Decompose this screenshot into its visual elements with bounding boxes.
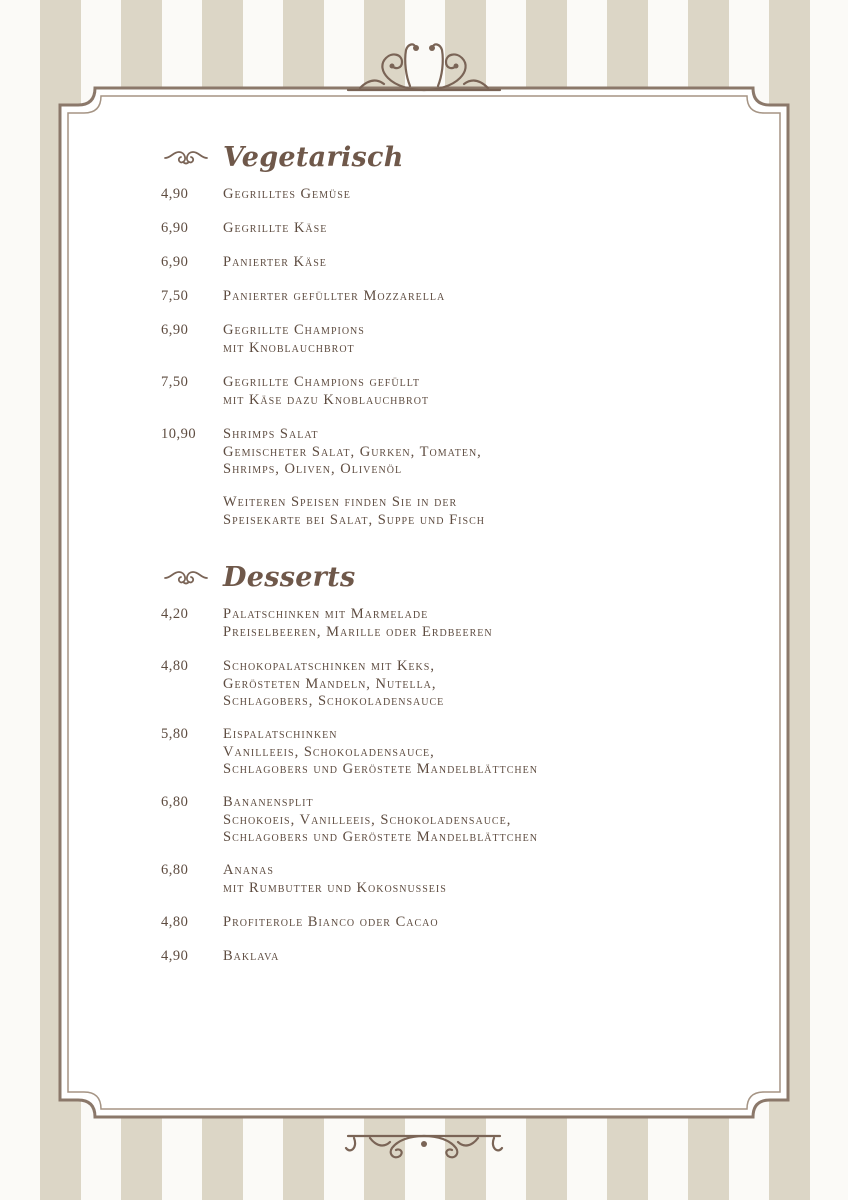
item-price: 6,80 bbox=[161, 794, 189, 810]
section-heading-vegetarisch bbox=[163, 140, 404, 174]
item-price: 5,80 bbox=[161, 726, 189, 742]
item-description bbox=[223, 914, 783, 932]
item-description bbox=[223, 862, 783, 897]
item-line: Panierter gefüllter Mozzarella bbox=[223, 288, 446, 304]
section-title: Vegetarisch bbox=[223, 141, 404, 173]
item-line: Shrimps Salat bbox=[223, 426, 319, 442]
item-line: Gerösteten Mandeln, Nutella, bbox=[223, 675, 437, 692]
section-heading-desserts bbox=[163, 560, 355, 594]
item-line: Vanilleeis, Schokoladensauce, bbox=[223, 743, 435, 760]
item-line: Gegrillte Champions gefüllt bbox=[223, 374, 420, 390]
swirl-ornament-icon bbox=[163, 148, 209, 166]
item-price: 4,90 bbox=[161, 186, 189, 202]
item-line: Schlagobers und Geröstete Mandelblättchen bbox=[223, 829, 538, 845]
section-title: Desserts bbox=[223, 561, 356, 593]
item-line: Gemischeter Salat, Gurken, Tomaten, bbox=[223, 443, 482, 460]
item-line: Speisekarte bei Salat, Suppe und Fisch bbox=[223, 511, 485, 528]
item-line: mit Käse dazu Knoblauchbrot bbox=[223, 391, 430, 408]
item-line: mit Knoblauchbrot bbox=[223, 339, 355, 356]
item-line: Ananas bbox=[223, 862, 274, 878]
item-line: Profiterole Bianco oder Cacao bbox=[223, 914, 439, 930]
swirl-ornament-icon bbox=[163, 568, 209, 586]
item-description bbox=[223, 726, 783, 779]
item-price: 10,90 bbox=[161, 426, 197, 442]
item-description bbox=[223, 322, 783, 357]
item-line: Panierter Käse bbox=[223, 254, 327, 270]
item-description bbox=[223, 606, 783, 641]
note-text bbox=[223, 494, 783, 529]
item-description bbox=[223, 426, 783, 479]
item-description bbox=[223, 658, 783, 711]
item-line: Schokopalatschinken mit Keks, bbox=[223, 658, 435, 674]
item-description bbox=[223, 186, 783, 204]
item-price: 6,90 bbox=[161, 220, 189, 236]
item-description bbox=[223, 794, 783, 847]
item-price: 6,90 bbox=[161, 322, 189, 338]
item-line: Schlagobers, Schokoladensauce bbox=[223, 693, 445, 709]
item-line: Shrimps, Oliven, Olivenöl bbox=[223, 461, 403, 477]
item-description bbox=[223, 220, 783, 238]
item-line: mit Rumbutter und Kokosnusseis bbox=[223, 879, 447, 896]
item-price: 4,20 bbox=[161, 606, 189, 622]
item-description bbox=[223, 288, 783, 306]
item-line: Schokoeis, Vanilleeis, Schokoladensauce, bbox=[223, 811, 512, 828]
item-price: 7,50 bbox=[161, 374, 189, 390]
item-line: Weiteren Speisen finden Sie in der bbox=[223, 494, 458, 510]
item-description bbox=[223, 948, 783, 966]
item-line: Gegrillte Champions bbox=[223, 322, 365, 338]
item-price: 7,50 bbox=[161, 288, 189, 304]
item-description bbox=[223, 254, 783, 272]
item-line: Gegrillte Käse bbox=[223, 220, 328, 236]
item-price: 4,80 bbox=[161, 914, 189, 930]
item-line: Palatschinken mit Marmelade bbox=[223, 606, 429, 622]
item-price: 6,90 bbox=[161, 254, 189, 270]
item-price: 6,80 bbox=[161, 862, 189, 878]
item-description bbox=[223, 374, 783, 409]
item-line: Bananensplit bbox=[223, 794, 314, 810]
item-line: Gegrilltes Gemüse bbox=[223, 186, 351, 202]
item-line: Baklava bbox=[223, 948, 280, 964]
item-price: 4,80 bbox=[161, 658, 189, 674]
item-line: Schlagobers und Geröstete Mandelblättchen bbox=[223, 761, 538, 777]
item-line: Eispalatschinken bbox=[223, 726, 338, 742]
item-price: 4,90 bbox=[161, 948, 189, 964]
item-line: Preiselbeeren, Marille oder Erdbeeren bbox=[223, 623, 493, 640]
